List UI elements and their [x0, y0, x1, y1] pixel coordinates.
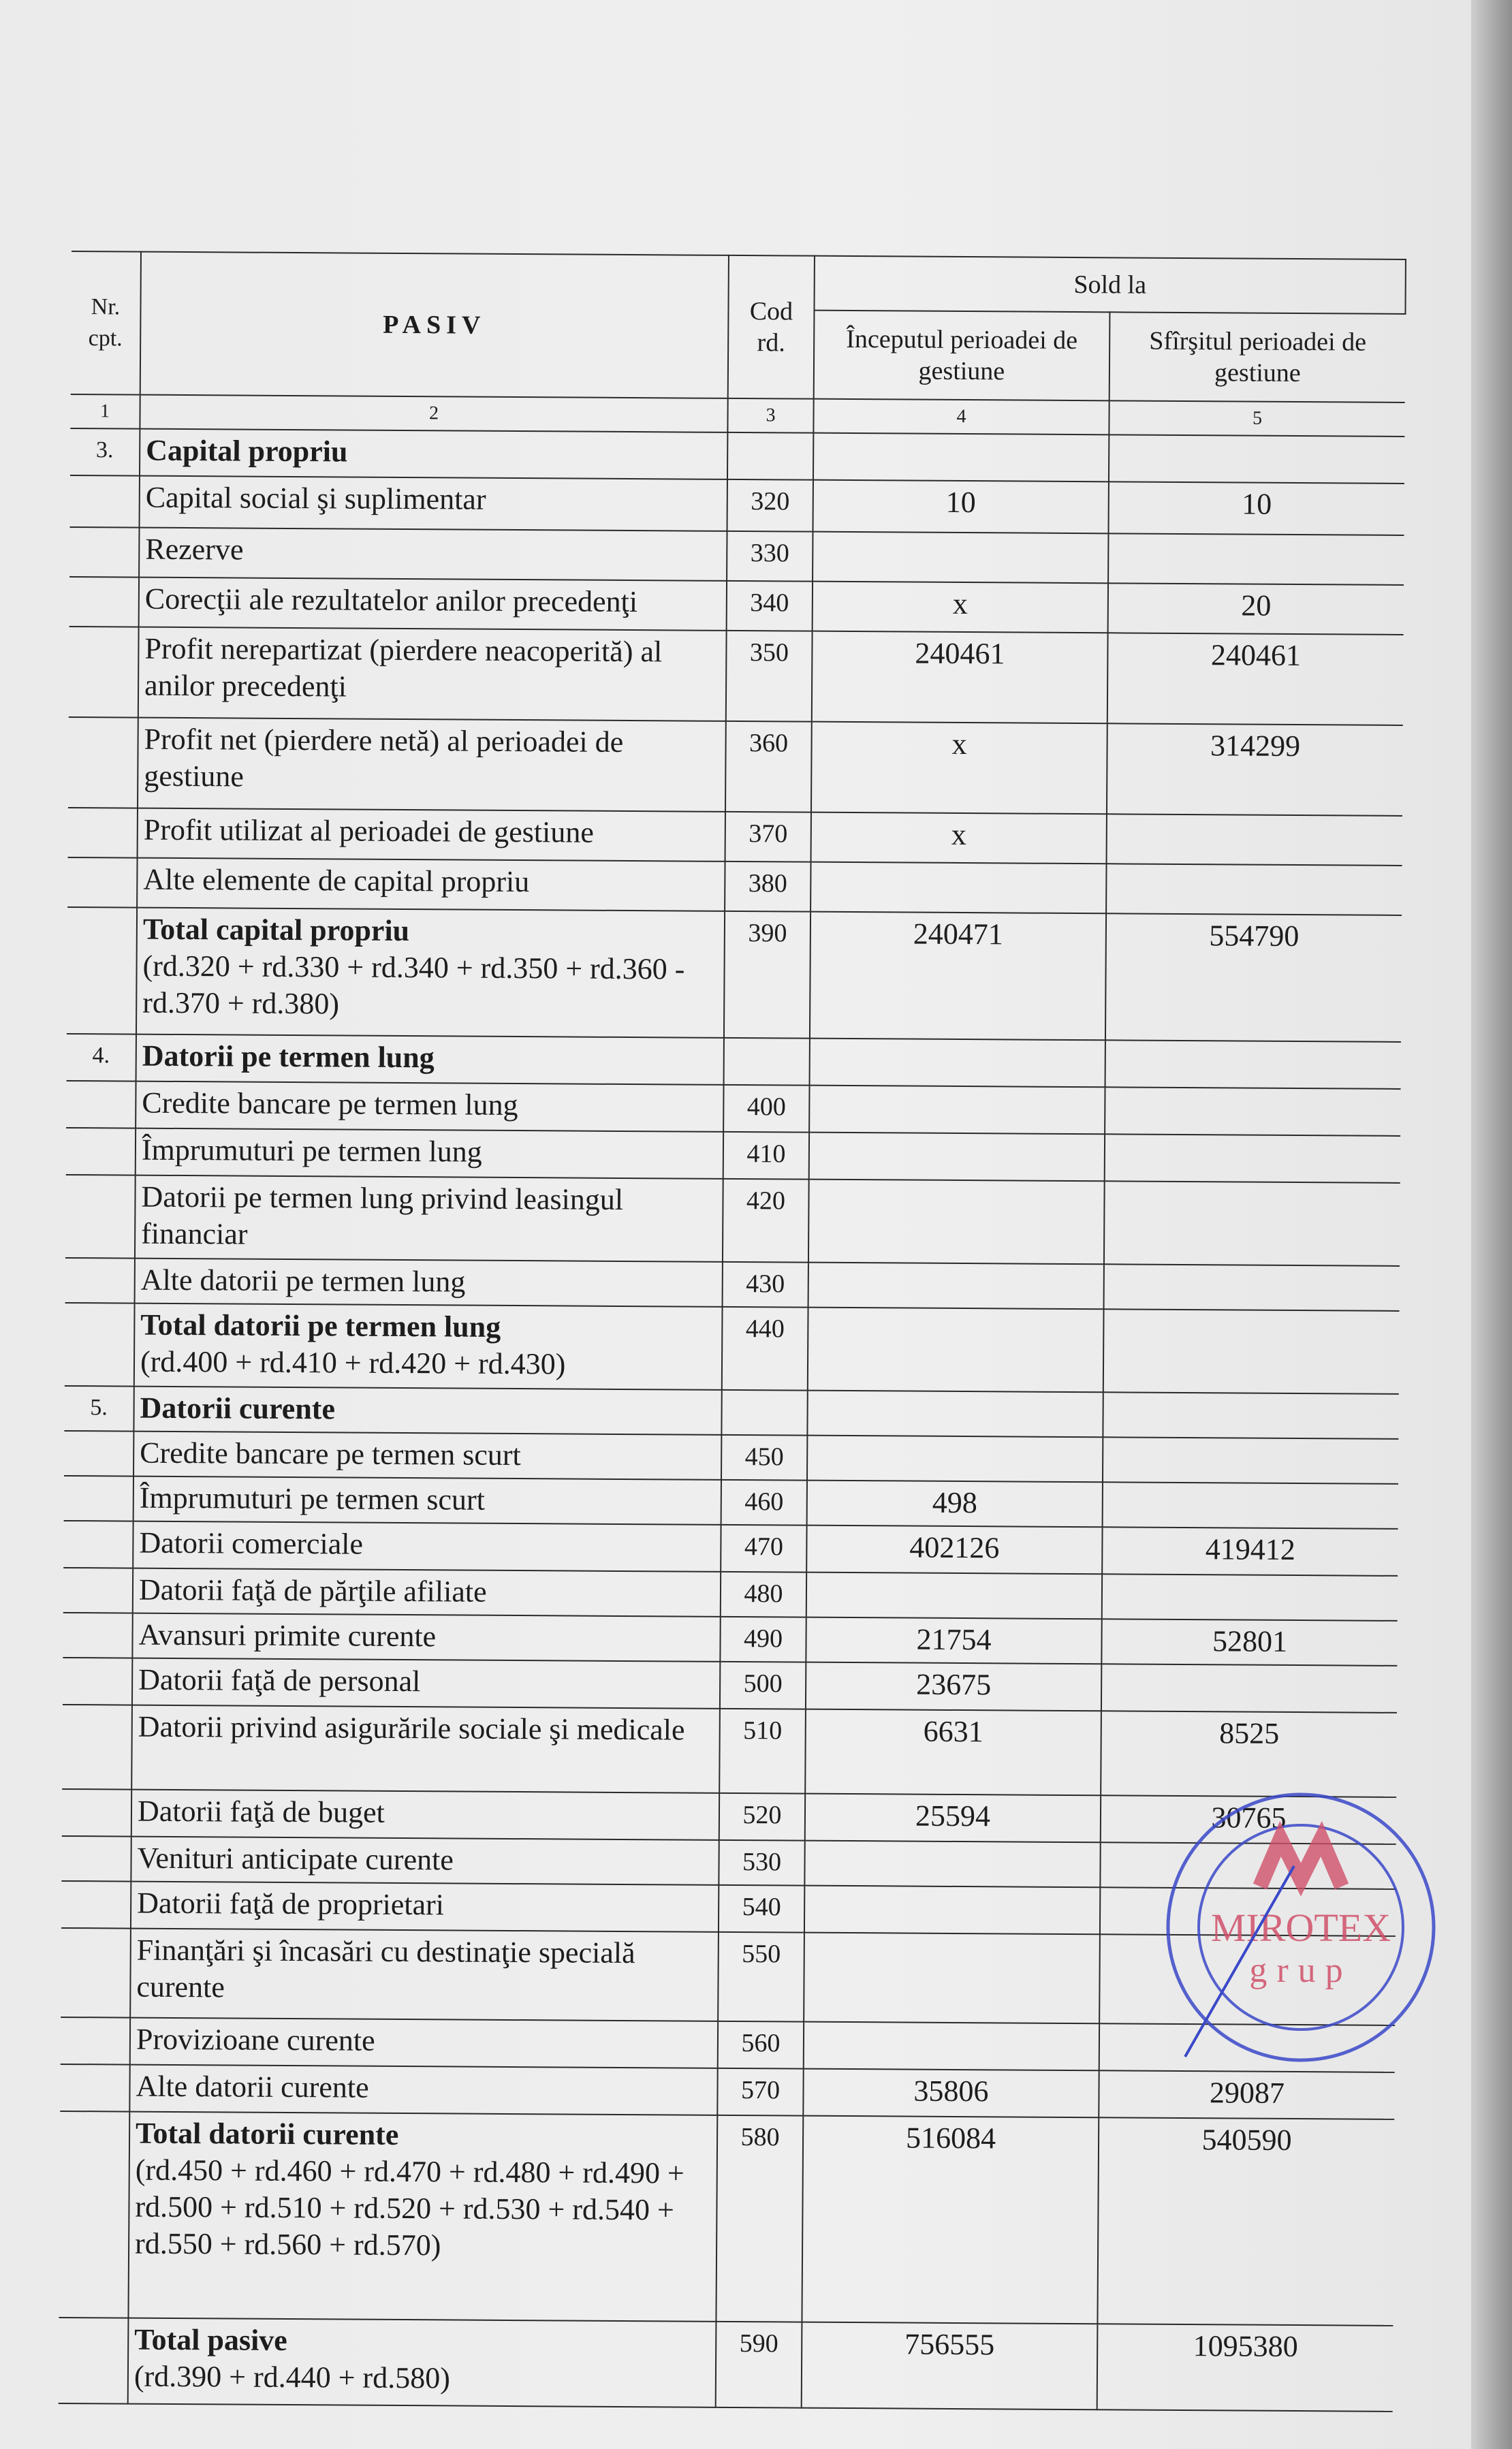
- table-row: [66, 1081, 1400, 1136]
- col-number: 3: [727, 398, 813, 433]
- value-end: 8525: [1101, 1711, 1397, 1797]
- row-number: [63, 1568, 133, 1613]
- value-start: [804, 1886, 1100, 1935]
- row-number: [63, 1521, 133, 1568]
- table-row: [60, 2064, 1394, 2119]
- value-start: 6631: [805, 1709, 1101, 1796]
- row-code: 420: [723, 1179, 809, 1263]
- row-label-text: Venituri anticipate curente: [137, 1841, 454, 1877]
- value-start: [808, 1308, 1104, 1393]
- row-number: 5.: [64, 1386, 133, 1432]
- row-label: [130, 2018, 718, 2068]
- value-start: 516084: [802, 2116, 1099, 2324]
- value-start: 21754: [806, 1617, 1101, 1664]
- value-end: 10: [1108, 481, 1404, 535]
- value-end: [1105, 1040, 1401, 1089]
- row-label-text: Rezerve: [145, 532, 244, 567]
- table-row: [62, 1705, 1397, 1797]
- row-code: 580: [716, 2115, 803, 2322]
- value-end: [1102, 1574, 1398, 1621]
- value-end: [1104, 1264, 1400, 1311]
- row-label: [128, 2318, 716, 2407]
- col-number: 2: [140, 395, 727, 432]
- col-header-sold-la: Sold la: [814, 256, 1405, 314]
- balance-sheet-liabilities-table: [59, 251, 1406, 2412]
- row-label-text: Credite bancare pe termen scurt: [140, 1436, 521, 1472]
- value-end: [1103, 1309, 1400, 1394]
- row-code: [724, 1038, 810, 1086]
- table-row: [68, 808, 1402, 866]
- col-header-cod: Cod rd.: [728, 255, 815, 399]
- value-start: [810, 862, 1106, 914]
- table-row: [66, 1128, 1400, 1183]
- row-label-text: Alte elemente de capital propriu: [143, 862, 530, 899]
- row-label-text: Credite bancare pe termen lung: [142, 1086, 518, 1122]
- row-code: 540: [719, 1885, 804, 1933]
- value-start: [807, 1391, 1103, 1438]
- col-header-nr: Nr. cpt.: [71, 251, 141, 395]
- row-label: [133, 1476, 721, 1525]
- row-number: [65, 1303, 135, 1387]
- row-label: [135, 1259, 723, 1307]
- value-end: [1103, 1392, 1398, 1439]
- row-label: [136, 1034, 724, 1085]
- col-number: 5: [1109, 400, 1404, 437]
- row-number: 4.: [67, 1034, 136, 1081]
- value-end: [1103, 1482, 1398, 1529]
- row-label-text: Datorii curente: [140, 1391, 336, 1426]
- value-end: [1107, 814, 1402, 866]
- row-number: [66, 1081, 136, 1128]
- row-number: [67, 907, 137, 1034]
- table-row: [63, 1521, 1398, 1576]
- svg-text:MIROTEX: MIROTEX: [1210, 1906, 1391, 1950]
- row-number: [62, 1789, 131, 1837]
- row-number: [69, 577, 139, 627]
- row-label-text: Provizioane curente: [136, 2022, 375, 2057]
- row-code: 330: [727, 531, 813, 582]
- value-start: [813, 532, 1108, 584]
- value-end: [1103, 1437, 1398, 1484]
- row-label-text: Datorii faţă de proprietari: [137, 1886, 445, 1922]
- row-number: [60, 2064, 129, 2112]
- table-row: [64, 1386, 1398, 1439]
- row-label: [136, 1081, 723, 1132]
- row-number: [65, 1175, 136, 1259]
- row-label: [133, 1387, 721, 1435]
- row-code: 500: [720, 1662, 806, 1709]
- value-start: 498: [807, 1481, 1103, 1528]
- table-row: [65, 1175, 1400, 1266]
- value-start: 402126: [806, 1526, 1102, 1575]
- row-code: 430: [723, 1262, 808, 1308]
- row-label-text: Alte datorii curente: [136, 2069, 369, 2104]
- col-header-start: Începutul perioadei de gestiune: [814, 311, 1110, 401]
- row-code: 550: [718, 1932, 804, 2022]
- value-end: 240461: [1107, 633, 1404, 725]
- row-number: [68, 717, 138, 808]
- row-label: [135, 1175, 723, 1262]
- value-start: x: [811, 722, 1107, 815]
- company-stamp: [1158, 1784, 1444, 2070]
- value-end: [1108, 533, 1404, 585]
- value-start: 240461: [812, 631, 1108, 724]
- value-start: [813, 433, 1109, 482]
- row-code: 570: [717, 2068, 803, 2116]
- value-end: 52801: [1101, 1619, 1397, 1666]
- row-code: [727, 432, 813, 480]
- row-number: 3.: [70, 428, 140, 476]
- row-number: [61, 2017, 130, 2065]
- row-code: 520: [719, 1793, 805, 1841]
- row-code: 450: [721, 1435, 807, 1481]
- value-end: [1105, 1087, 1400, 1136]
- row-code: 530: [719, 1840, 804, 1886]
- row-label-text: Total capital propriu: [142, 912, 410, 948]
- value-start: x: [813, 582, 1108, 633]
- value-start: [804, 1841, 1100, 1888]
- row-code: 470: [721, 1525, 806, 1573]
- row-label: [130, 1929, 719, 2021]
- value-start: [806, 1573, 1102, 1620]
- table-row: [69, 627, 1404, 725]
- row-label-text: Alte datorii pe termen lung: [140, 1263, 466, 1299]
- value-start: 240471: [810, 912, 1106, 1041]
- table-row: [64, 1476, 1398, 1529]
- table-row: [63, 1658, 1397, 1713]
- col-header-pasiv: PASIV: [140, 252, 729, 398]
- row-label: [133, 1521, 721, 1572]
- table-row: [65, 1303, 1400, 1394]
- value-end: 314299: [1107, 723, 1403, 816]
- value-end: 1095380: [1097, 2324, 1393, 2412]
- row-label-text: Capital propriu: [146, 433, 348, 469]
- row-label-text: Total pasive: [134, 2322, 287, 2357]
- table-row: [68, 717, 1403, 816]
- row-label: [133, 1432, 721, 1480]
- row-code: 560: [718, 2021, 804, 2069]
- row-label: [138, 718, 726, 812]
- value-end: 554790: [1105, 913, 1402, 1042]
- value-start: [804, 1933, 1100, 2024]
- row-number: [61, 1881, 131, 1929]
- row-code: 370: [725, 812, 811, 862]
- row-label: [129, 2065, 717, 2115]
- row-code: 380: [725, 862, 810, 912]
- table-row: [59, 2318, 1393, 2412]
- row-label-text: Împrumuturi pe termen scurt: [139, 1481, 486, 1517]
- row-code: 350: [726, 631, 813, 722]
- row-code: 390: [724, 911, 810, 1039]
- value-start: 756555: [802, 2322, 1098, 2410]
- value-end: [1109, 434, 1404, 484]
- row-number: [69, 627, 139, 718]
- row-label: [140, 476, 727, 531]
- row-number: [66, 1128, 136, 1175]
- row-number: [59, 2318, 129, 2404]
- row-formula: (rd.320 + rd.330 + rd.340 + rd.350 + rd.360 - rd.370 + rd.380): [142, 949, 685, 1021]
- row-number: [64, 1431, 133, 1476]
- row-label: [131, 1705, 720, 1793]
- value-end: [1101, 1664, 1397, 1713]
- row-number: [63, 1613, 132, 1658]
- row-label-text: Finanţări şi încasări cu destinaţie specială curente: [136, 1933, 635, 2004]
- row-label-text: Datorii privind asigurările sociale şi medicale: [138, 1709, 685, 1747]
- table-row: [63, 1568, 1398, 1621]
- row-label: [139, 528, 727, 581]
- row-number: [68, 808, 138, 858]
- value-start: 10: [813, 480, 1108, 534]
- row-label: [139, 578, 727, 631]
- row-code: 340: [727, 581, 813, 631]
- value-start: 25594: [805, 1794, 1101, 1843]
- value-start: [809, 1133, 1105, 1182]
- row-label-text: Datorii pe termen lung privind leasingul financiar: [141, 1180, 624, 1251]
- col-number: 1: [70, 394, 140, 429]
- row-code: [721, 1390, 807, 1436]
- row-number: [61, 1836, 131, 1882]
- table-row: [65, 1258, 1400, 1311]
- row-label: [134, 1304, 723, 1390]
- row-code: 590: [716, 2322, 802, 2408]
- value-start: [810, 1039, 1105, 1088]
- row-formula: (rd.400 + rd.410 + rd.420 + rd.430): [140, 1344, 566, 1381]
- svg-text:grup: grup: [1249, 1951, 1353, 1990]
- row-label: [132, 1613, 720, 1662]
- row-label-text: Corecţii ale rezultatelor anilor precedenţi: [144, 582, 638, 619]
- value-end: [1106, 864, 1402, 915]
- row-label-text: Profit utilizat al perioadei de gestiune: [143, 812, 594, 849]
- table-row: [69, 527, 1404, 585]
- value-end: [1105, 1134, 1400, 1183]
- page-edge-shadow: [1471, 0, 1512, 2449]
- row-number: [62, 1705, 132, 1790]
- table-row: [67, 907, 1402, 1042]
- table-row: [67, 857, 1402, 915]
- table-body: [59, 428, 1405, 2412]
- table-row: [69, 577, 1404, 635]
- value-start: [809, 1086, 1105, 1135]
- row-label: [140, 429, 727, 479]
- value-start: 35806: [803, 2069, 1099, 2118]
- row-label-text: Profit net (pierdere netă) al perioadei de gestiune: [144, 722, 624, 793]
- row-formula: (rd.450 + rd.460 + rd.470 + rd.480 + rd.490 + rd.500 + rd.510 + rd.520 + rd.530 + rd.540 + rd.550 + rd.560 + rd.570): [134, 2153, 684, 2262]
- header-row: [72, 251, 1406, 314]
- table-row: [67, 1034, 1401, 1089]
- row-label: [136, 908, 725, 1038]
- row-code: 440: [722, 1307, 808, 1391]
- row-label: [136, 1128, 723, 1179]
- row-label-text: Avansuri primite curente: [138, 1617, 437, 1654]
- row-formula: (rd.390 + rd.440 + rd.580): [133, 2359, 450, 2395]
- table-row: [70, 428, 1404, 484]
- row-label-text: Datorii comerciale: [139, 1526, 364, 1561]
- row-number: [65, 1258, 135, 1304]
- table-row: [63, 1613, 1397, 1666]
- row-code: 320: [727, 479, 813, 532]
- value-start: [808, 1263, 1104, 1310]
- value-end: 30765: [1101, 1795, 1396, 1844]
- row-label-text: Total datorii curente: [135, 2116, 399, 2151]
- row-number: [59, 2111, 129, 2318]
- col-number: 4: [813, 399, 1109, 435]
- row-number: [70, 475, 140, 528]
- row-number: [61, 1928, 131, 2018]
- row-label: [131, 1790, 719, 1840]
- row-label-text: Datorii faţă de părţile afiliate: [138, 1573, 487, 1609]
- row-label-text: Total datorii pe termen lung: [140, 1308, 501, 1344]
- value-end: 419412: [1102, 1527, 1398, 1576]
- value-start: [804, 2022, 1099, 2071]
- value-end: 540590: [1097, 2117, 1394, 2326]
- row-code: 480: [721, 1572, 806, 1617]
- row-label-text: Capital social şi suplimentar: [145, 480, 486, 516]
- row-label: [131, 1882, 719, 1932]
- row-label-text: Datorii faţă de personal: [138, 1662, 421, 1698]
- value-end: 29087: [1099, 2070, 1394, 2119]
- row-label-text: Datorii faţă de buget: [137, 1794, 385, 1829]
- value-start: [808, 1180, 1105, 1265]
- row-label: [137, 858, 725, 911]
- value-start: x: [811, 812, 1107, 864]
- row-label-text: Împrumuturi pe termen lung: [141, 1133, 482, 1169]
- table-row: [64, 1431, 1398, 1484]
- row-number: [69, 527, 139, 578]
- row-label: [138, 627, 727, 721]
- value-start: [807, 1436, 1103, 1483]
- value-end: 20: [1108, 583, 1404, 635]
- row-label: [138, 808, 725, 862]
- value-end: [1104, 1181, 1400, 1266]
- row-number: [67, 857, 137, 908]
- row-code: 410: [723, 1132, 809, 1180]
- table-row: [59, 2111, 1394, 2326]
- row-label-text: Profit nerepartizat (pierdere neacoperită) al anilor precedenţi: [144, 631, 663, 704]
- col-header-end: Sfîrşitul perioadei de gestiune: [1109, 312, 1406, 402]
- row-code: 460: [721, 1480, 807, 1526]
- row-number: [64, 1476, 133, 1521]
- row-label: [132, 1658, 720, 1709]
- row-number: [63, 1658, 132, 1705]
- row-code: 490: [720, 1617, 806, 1662]
- table-row: [70, 475, 1404, 535]
- row-code: 400: [723, 1085, 809, 1133]
- row-label: [131, 1837, 719, 1885]
- row-label: [133, 1568, 721, 1617]
- value-start: 23675: [806, 1662, 1101, 1711]
- row-code: 510: [719, 1709, 806, 1794]
- row-label: [128, 2112, 717, 2322]
- row-label-text: Datorii pe termen lung: [142, 1039, 435, 1075]
- row-code: 360: [725, 721, 812, 812]
